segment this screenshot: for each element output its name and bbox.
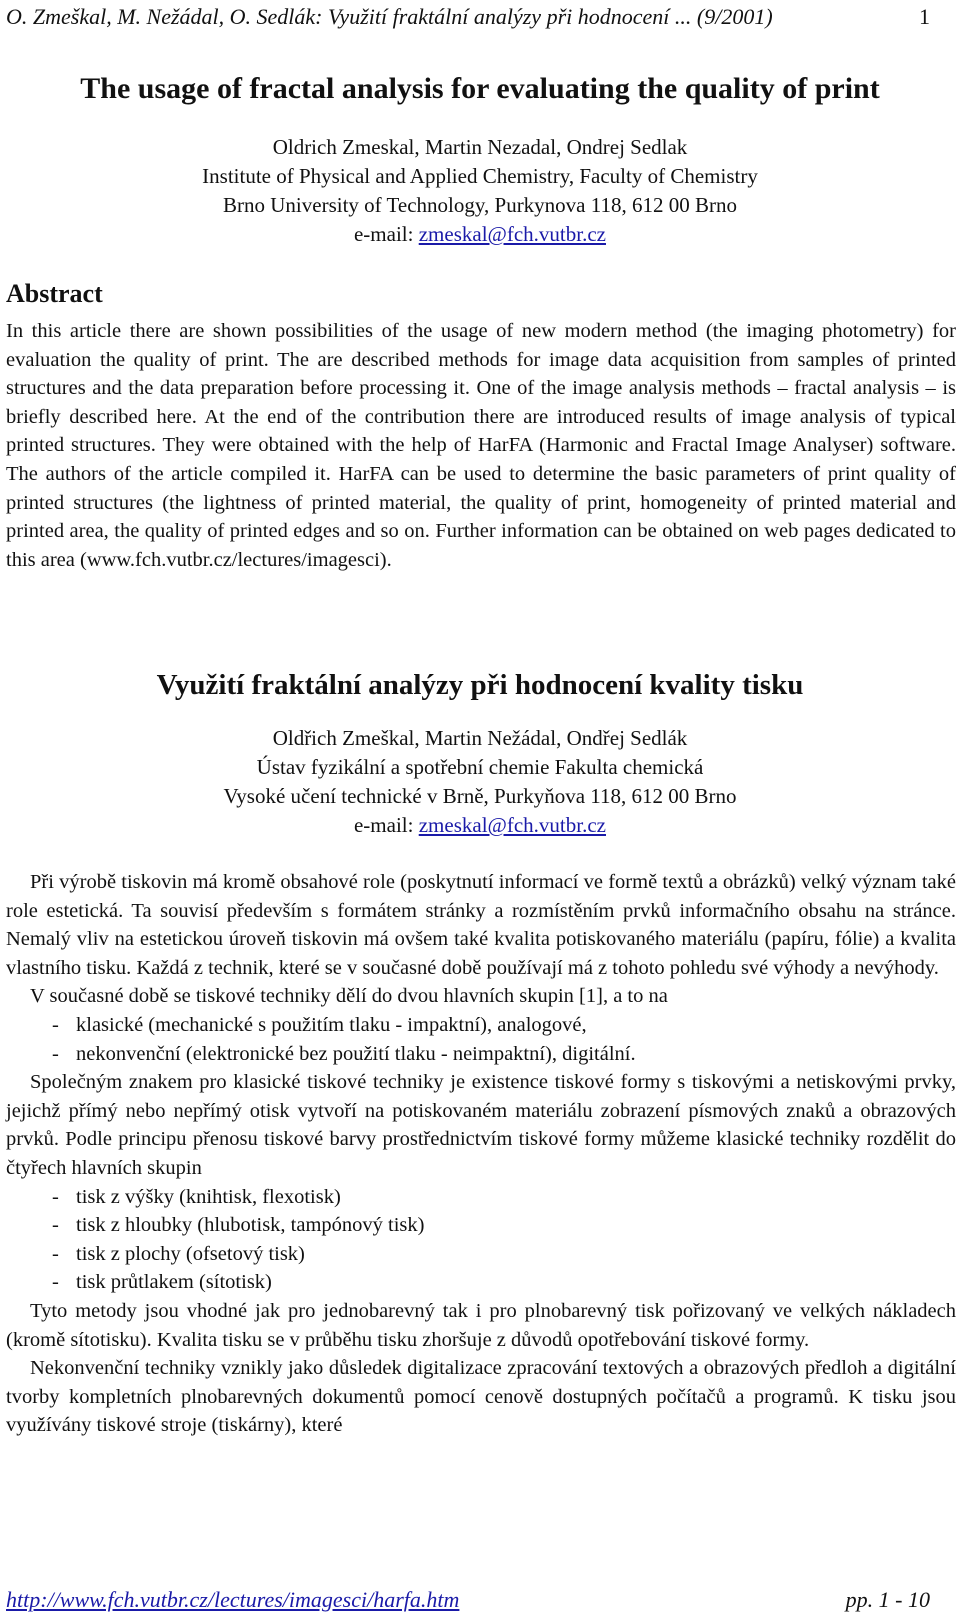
english-email-line: [0, 220, 960, 249]
english-institute: Institute of Physical and Applied Chemistry, Faculty of Chemistry: [202, 164, 758, 188]
abstract-text: In this article there are shown possibilities of the usage of new modern method (the imaging photometry) for evaluation the quality of print. The are described methods for image data acquisition from samples of printed structures and the data preparation before processing it. One of the image analysis methods – fractal analysis – is briefly described here. At the end of the contribution there are introduced results of image analysis of typical printed structures. They were obtained with the help of HarFA (Harmonic and Fractal Image Analyser) software. The authors of the article compiled it. HarFA can be used to determine the basic parameters of print quality of printed structures (the lightness of printed material, the quality of print, homogeneity of printed material and printed area, the quality of printed edges and so on. Further information can be obtained on web pages dedicated to this area (www.fch.vutbr.cz/lectures/imagesci).: [6, 320, 956, 571]
list-item: - tisk průtlakem (sítotisk): [52, 1271, 272, 1294]
czech-body: [6, 868, 956, 1440]
email-link[interactable]: zmeskal@fch.vutbr.cz: [418, 222, 606, 246]
list-item: - klasické (mechanické s použitím tlaku - impaktní), analogové,: [52, 1013, 587, 1036]
list-item: - tisk z hloubky (hlubotisk, tampónový tisk): [52, 1214, 425, 1237]
english-affiliation: [0, 133, 960, 249]
email-link[interactable]: zmeskal@fch.vutbr.cz: [418, 813, 606, 837]
running-title: O. Zmeškal, M. Nežádal, O. Sedlák: Využití fraktální analýzy při hodnocení ... (9/2001): [6, 4, 773, 29]
footer-url-link[interactable]: http://www.fch.vutbr.cz/lectures/imagesci/harfa.htm: [6, 1587, 460, 1612]
paragraph: V současné době se tiskové techniky dělí do dvou hlavních skupin [1], a to na: [30, 985, 668, 1008]
technique-list: [6, 1011, 956, 1068]
paragraph: Nekonvenční techniky vznikly jako důsledek digitalizace zpracování textových a obrazových předloh a digitální tvorby kompletních plnobarevných dokumentů pomocí cenově dostupných počítačů a programů. K tisku jsou využívány tiskové stroje (tiskárny), které: [6, 1357, 956, 1437]
paragraph: Při výrobě tiskovin má kromě obsahové role (poskytnutí informací ve formě textů a obrázků) velký význam také role estetická. Ta souvisí především s formátem stránky a rozmístěním prvků informačního obsahu na stránce. Nemalý vliv na estetickou úroveň tiskovin má ovšem také kvalita potiskovaného materiálu (papíru, fólie) a kvalita vlastního tisku. Každá z technik, které se v současné době používají má z tohoto pohledu své výhody a nevýhody.: [6, 871, 956, 979]
classic-technique-list: [6, 1183, 956, 1297]
czech-affiliation: [0, 724, 960, 840]
list-item: - tisk z plochy (ofsetový tisk): [52, 1242, 305, 1265]
czech-title: Využití fraktální analýzy při hodnocení kvality tisku: [156, 669, 804, 701]
czech-authors: Oldřich Zmeškal, Martin Nežádal, Ondřej Sedlák: [272, 726, 688, 750]
list-item: - nekonvenční (elektronické bez použití tlaku - neimpaktní), digitální.: [52, 1042, 636, 1065]
page-number: 1: [919, 4, 930, 29]
email-label: e-mail:: [353, 222, 419, 246]
list-item: - tisk z výšky (knihtisk, flexotisk): [52, 1185, 341, 1208]
czech-institute: Ústav fyzikální a spotřební chemie Fakulta chemická: [256, 755, 704, 779]
czech-email-line: [0, 811, 960, 840]
english-address: Brno University of Technology, Purkynova 118, 612 00 Brno: [223, 193, 737, 217]
email-label: e-mail:: [353, 813, 419, 837]
paragraph: Společným znakem pro klasické tiskové techniky je existence tiskové formy s tiskovými a netiskovými prvky, jejichž přímý nebo nepřímý otisk vytvoří na potiskovaném materiálu zobrazení písmových znaků a obrazových prvků. Podle principu přenosu tiskové barvy prostřednictvím tiskové formy můžeme klasické techniky rozdělit do čtyřech hlavních skupin: [6, 1071, 956, 1179]
english-authors: Oldrich Zmeskal, Martin Nezadal, Ondrej Sedlak: [272, 135, 688, 159]
page-range: pp. 1 - 10: [845, 1587, 930, 1612]
abstract-heading: Abstract: [6, 279, 103, 308]
running-header: [6, 4, 930, 30]
paragraph: Tyto metody jsou vhodné jak pro jednobarevný tak i pro plnobarevný tisk pořizovaný ve velkých nákladech (kromě sítotisku). Kvalita tisku se v průběhu tisku zhoršuje z důvodů opotřebování tiskové formy.: [6, 1299, 956, 1351]
czech-address: Vysoké učení technické v Brně, Purkyňova 118, 612 00 Brno: [223, 784, 737, 808]
page-footer: [6, 1586, 930, 1614]
english-title: The usage of fractal analysis for evaluating the quality of print: [80, 72, 880, 105]
